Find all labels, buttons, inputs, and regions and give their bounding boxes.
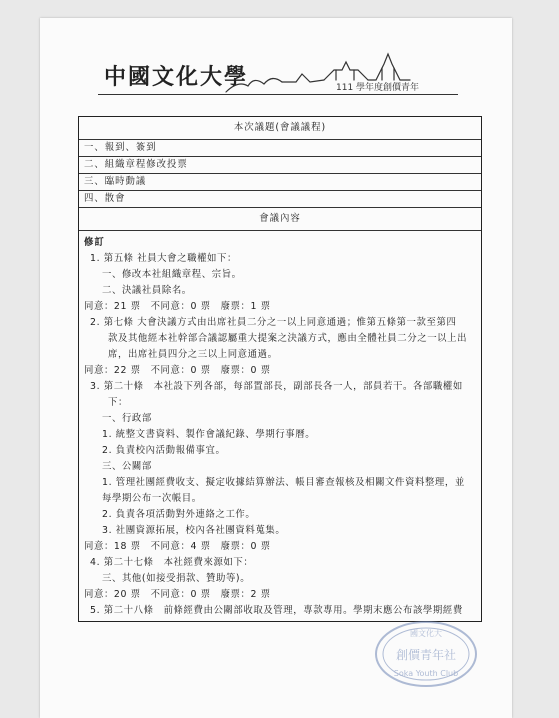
content-line: 2. 負責各項活動對外連絡之工作。 (102, 509, 256, 520)
content-line: 每學期公布一次帳目。 (102, 493, 202, 504)
content-line: 1. 管理社團經費收支、擬定收據結算辦法、帳目審查報核及相關文件資料整理，並 (102, 477, 465, 488)
stamp-bottom-text: Soka Youth Club (393, 669, 459, 678)
content-line: 一、行政部 (102, 413, 152, 424)
vote-result: 同意：21 票 不同意：0 票 廢票：1 票 (84, 301, 271, 312)
university-logo-text: 中國文化大學 (104, 64, 249, 90)
letterhead (40, 18, 512, 118)
content-line: 款及其他經本社幹部合議認屬重大提案之決議方式，應由全體社員二分之一以上出 (108, 333, 468, 344)
stamp-arc-text: 國文化大 (410, 629, 442, 638)
vote-result: 同意：18 票 不同意：4 票 廢票：0 票 (84, 541, 271, 552)
content-heading: 會議內容 (79, 208, 481, 231)
content-line: 5. 第二十八條 前條經費由公關部收取及管理，專款專用。學期末應公布該學期經費 (90, 605, 463, 616)
content-body (79, 231, 481, 621)
content-line: 4. 第二十七條 本社經費來源如下： (90, 557, 254, 568)
content-line: 1. 統整文書資料、製作會議紀錄、學期行事曆。 (102, 429, 316, 440)
content-line: 3. 第二十條 本社設下列各部，每部置部長，副部長各一人，部員若干。各部職權如 (90, 381, 463, 392)
agenda-item: 三、臨時動議 (79, 174, 481, 191)
agenda-heading: 本次議題(會議議程) (79, 117, 481, 140)
vote-result: 同意：22 票 不同意：0 票 廢票：0 票 (84, 365, 271, 376)
club-seal-stamp (372, 616, 480, 688)
section-title: 修訂 (84, 237, 105, 248)
agenda-item: 二、組織章程修改投票 (79, 157, 481, 174)
content-line: 1. 第五條 社員大會之職權如下： (90, 253, 237, 264)
minutes-table (78, 116, 482, 622)
stamp-center-text: 創價青年社 (395, 648, 457, 662)
agenda-item: 一、報到、簽到 (79, 140, 481, 157)
content-line: 席，出席社員四分之三以上同意通過。 (108, 349, 278, 360)
content-line: 2. 負責校內活動報備事宜。 (102, 445, 226, 456)
content-line: 三、公關部 (102, 461, 152, 472)
content-line: 三、其他(如接受捐款、贊助等)。 (102, 573, 251, 584)
vote-result: 同意：20 票 不同意：0 票 廢票：2 票 (84, 589, 271, 600)
content-line: 一、修改本社組織章程、宗旨。 (102, 269, 242, 280)
agenda-item: 四、散會 (79, 191, 481, 208)
document-page (40, 18, 512, 718)
header-tagline: 111 學年度創價青年 (336, 83, 420, 93)
content-line: 2. 第七條 大會決議方式由出席社員二分之一以上同意通過；惟第五條第一款至第四 (90, 317, 457, 328)
content-line: 3. 社團資源拓展，校內各社團資料蒐集。 (102, 525, 286, 536)
header-divider (98, 94, 458, 95)
content-line: 二、決議社員除名。 (102, 285, 192, 296)
content-line: 下： (108, 397, 128, 408)
